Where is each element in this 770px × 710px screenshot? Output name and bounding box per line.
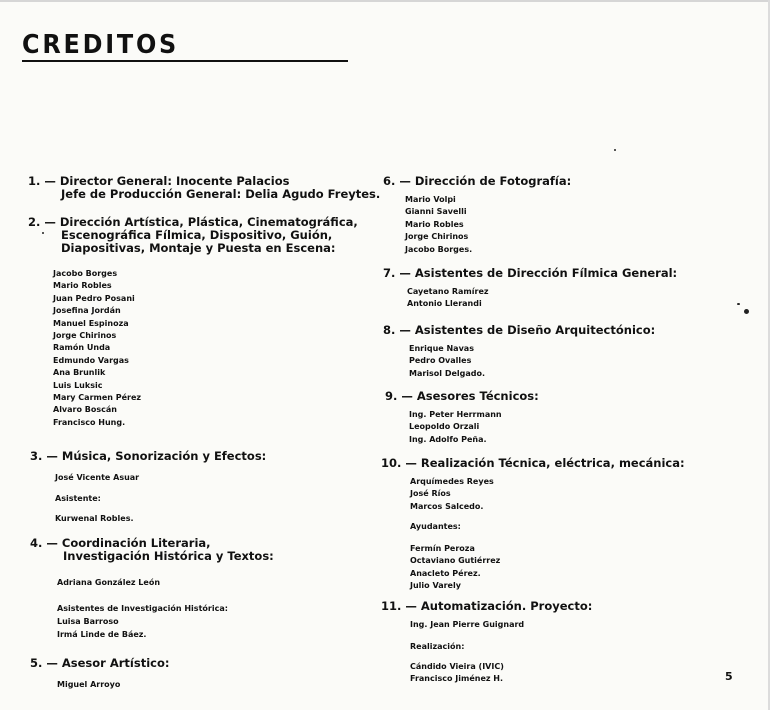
section-7-heading [383, 267, 677, 280]
credit-name: Josefina Jordán [53, 306, 121, 316]
credit-name: Jorge Chirinos [405, 232, 469, 242]
section-number: 7. — [383, 266, 411, 280]
credit-name: Marisol Delgado. [409, 368, 486, 378]
page-title: CREDITOS [22, 30, 180, 60]
credit-name: Jacobo Borges [53, 269, 118, 278]
credit-name: Cayetano Ramírez [407, 287, 489, 296]
credit-name: Cándido Vieira (IVIC) [410, 662, 504, 671]
credit-name: Antonio Llerandi [407, 299, 482, 309]
section-3-name: José Vicente Asuar [55, 473, 140, 482]
section-4-name: Irmá Linde de Báez. [57, 630, 147, 639]
section-3-label: Asistente: [55, 494, 101, 503]
section-2-heading [28, 216, 358, 255]
credit-name: Ing. Peter Herrmann [409, 410, 502, 419]
heading-line: Jefe de Producción General: Delia Agudo Freytes. [61, 187, 381, 201]
section-10-heading [381, 457, 685, 470]
section-number: 2. — [28, 215, 56, 229]
heading-line: Asesores Técnicos: [416, 389, 539, 403]
section-4-name: Luisa Barroso [57, 617, 119, 626]
credit-name: Enrique Navas [409, 344, 474, 353]
credit-name: Luis Luksic [53, 380, 103, 390]
section-8-heading [383, 324, 655, 337]
section-number: 4. — [30, 536, 58, 550]
section-11-name: Ing. Jean Pierre Guignard [410, 620, 525, 629]
section-8-names [409, 343, 485, 380]
section-10-names [410, 476, 494, 513]
credit-name: Gianni Savelli [405, 207, 467, 217]
credit-name: Pedro Ovalles [409, 356, 472, 366]
section-number: 10. — [381, 456, 417, 470]
credit-name: Marcos Salcedo. [410, 501, 484, 511]
section-4-heading [30, 537, 274, 563]
credit-name: Arquímedes Reyes [410, 477, 494, 486]
section-4-name: Adriana González León [57, 578, 161, 587]
section-9-names [409, 409, 502, 446]
section-number: 9. — [385, 389, 413, 403]
top-edge-line [0, 0, 770, 2]
credit-name: Ing. Adolfo Peña. [409, 434, 487, 444]
section-3-heading [30, 450, 266, 463]
section-6-heading [383, 175, 571, 188]
section-number: 6. — [383, 174, 411, 188]
ink-speck [737, 303, 740, 305]
heading-line: Asistentes de Diseño Arquitectónico: [414, 323, 656, 337]
heading-line: Dirección de Fotografía: [414, 174, 572, 188]
credit-name: Juan Pedro Posani [53, 293, 135, 303]
section-7-names [407, 286, 489, 311]
credit-name: Leopoldo Orzali [409, 422, 480, 432]
heading-line: Coordinación Literaria, [61, 536, 211, 550]
heading-line: Automatización. Proyecto: [420, 599, 593, 613]
heading-line: Realización Técnica, eléctrica, mecánica: [420, 456, 685, 470]
section-2-names [53, 268, 141, 429]
section-10-helpers [410, 543, 500, 593]
section-10-label: Ayudantes: [410, 522, 461, 531]
credit-name: Fermín Peroza [410, 544, 475, 553]
section-5-name: Miguel Arroyo [57, 680, 121, 689]
section-4-label: Asistentes de Investigación Histórica: [57, 604, 228, 613]
heading-line: Escenográfica Fílmica, Dispositivo, Guión, [61, 228, 333, 242]
heading-line: Música, Sonorización y Efectos: [61, 449, 267, 463]
heading-line: Asistentes de Dirección Fílmica General: [414, 266, 678, 280]
section-number: 8. — [383, 323, 411, 337]
title-underline [22, 60, 348, 62]
heading-line: Dirección Artística, Plástica, Cinematográfica, [59, 215, 358, 229]
credit-name: Alvaro Boscán [53, 405, 117, 415]
heading-line: Diapositivas, Montaje y Puesta en Escena: [61, 241, 336, 255]
section-6-names [405, 194, 472, 256]
credit-name: Ramón Unda [53, 343, 111, 353]
credit-name: Edmundo Vargas [53, 355, 129, 365]
credit-name: Mario Robles [405, 219, 464, 229]
credit-name: Mary Carmen Pérez [53, 392, 142, 402]
credit-name: Anacleto Pérez. [410, 568, 481, 578]
credit-name: Octaviano Gutiérrez [410, 556, 501, 566]
heading-line: Director General: Inocente Palacios [59, 174, 290, 188]
section-9-heading [385, 390, 539, 403]
heading-line: Asesor Artístico: [61, 656, 170, 670]
heading-line: Investigación Histórica y Textos: [63, 549, 274, 563]
credit-name: Ana Brunlik [53, 368, 106, 378]
credit-name: Julio Varely [410, 581, 461, 591]
section-number: 1. — [28, 174, 56, 188]
section-11-label: Realización: [410, 642, 465, 651]
ink-speck [614, 149, 616, 151]
section-5-heading [30, 657, 169, 670]
section-3-name: Kurwenal Robles. [55, 514, 134, 523]
credit-name: Francisco Jiménez H. [410, 674, 504, 684]
section-number: 5. — [30, 656, 58, 670]
section-number: 3. — [30, 449, 58, 463]
credit-name: Manuel Espinoza [53, 318, 129, 328]
section-number: 11. — [381, 599, 417, 613]
section-11-names [410, 661, 504, 686]
section-11-heading [381, 600, 592, 613]
credit-name: Francisco Hung. [53, 417, 126, 427]
ink-speck [744, 309, 749, 314]
credit-name: Mario Robles [53, 281, 112, 291]
section-1-heading [28, 175, 380, 201]
credit-name: Jorge Chirinos [53, 330, 117, 340]
credit-name: José Ríos [410, 489, 451, 499]
page-number: 5 [725, 670, 733, 683]
credit-name: Jacobo Borges. [405, 244, 473, 254]
credit-name: Mario Volpi [405, 195, 456, 204]
ink-speck [42, 232, 44, 234]
